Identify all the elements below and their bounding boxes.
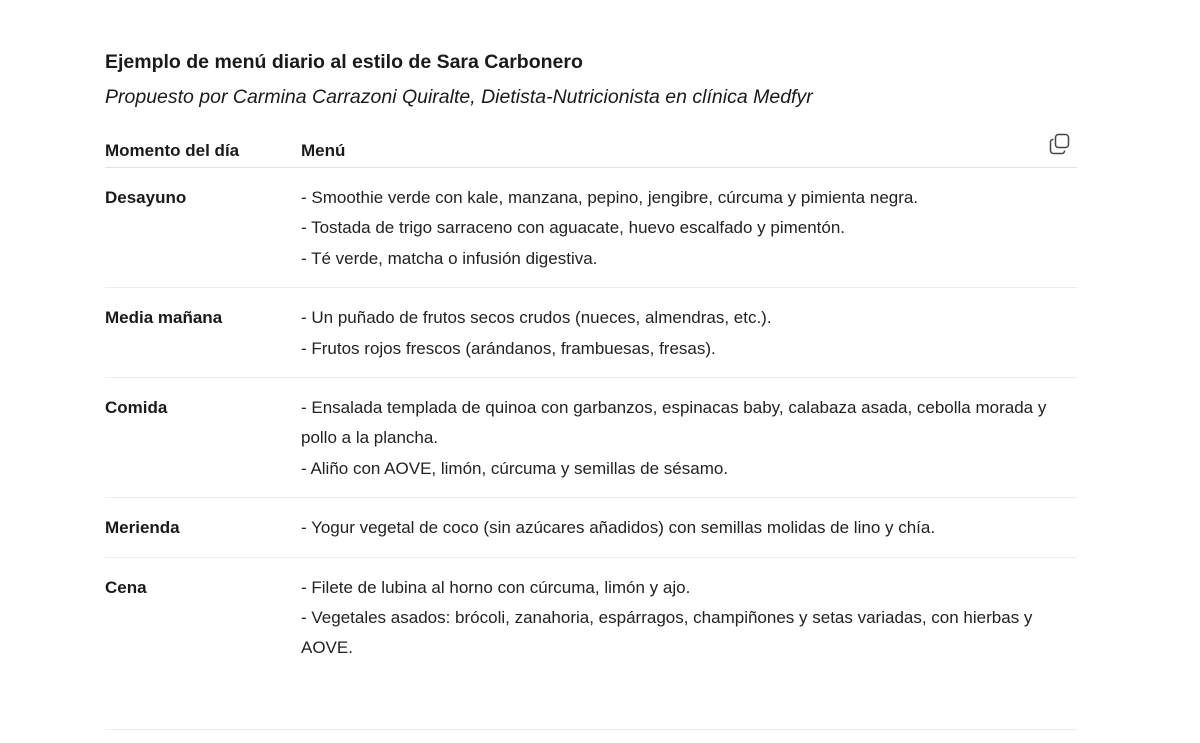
menu-line: - Frutos rojos frescos (arándanos, frambuesas, fresas). <box>301 338 716 358</box>
document-subtitle: Propuesto por Carmina Carrazoni Quiralte, Dietista-Nutricionista en clínica Medfyr <box>105 86 813 108</box>
row-moment: Merienda <box>105 518 180 538</box>
row-menu <box>301 513 1077 543</box>
document-title: Ejemplo de menú diario al estilo de Sara Carbonero <box>105 51 583 73</box>
row-moment: Desayuno <box>105 188 187 207</box>
header-moment: Momento del día <box>105 141 240 160</box>
menu-line: - Ensalada templada de quinoa con garbanzos, espinacas baby, calabaza asada, cebolla morada y pollo a la plancha. <box>301 398 1047 448</box>
menu-line: - Smoothie verde con kale, manzana, pepino, jengibre, cúrcuma y pimienta negra. <box>301 188 919 207</box>
menu-line: - Un puñado de frutos secos crudos (nueces, almendras, etc.). <box>301 308 772 328</box>
menu-line: - Tostada de trigo sarraceno con aguacate, huevo escalfado y pimentón. <box>301 218 846 238</box>
table-row <box>105 558 1077 664</box>
bottom-divider <box>105 729 1077 730</box>
row-menu <box>301 393 1077 484</box>
table-row <box>105 498 1077 557</box>
menu-table <box>105 135 1077 664</box>
table-header <box>105 135 1077 168</box>
row-menu <box>301 573 1077 664</box>
document-content <box>105 48 1077 664</box>
row-moment: Comida <box>105 398 168 418</box>
menu-line: - Filete de lubina al horno con cúrcuma, limón y ajo. <box>301 577 691 597</box>
table-row <box>105 288 1077 378</box>
menu-line: - Té verde, matcha o infusión digestiva. <box>301 248 598 268</box>
copy-table-button[interactable] <box>1047 131 1073 157</box>
row-menu <box>301 183 1077 274</box>
menu-line: - Vegetales asados: brócoli, zanahoria, espárragos, champiñones y setas variadas, con hierbas y AOVE. <box>301 608 1033 658</box>
row-moment: Cena <box>105 577 147 597</box>
menu-line: - Aliño con AOVE, limón, cúrcuma y semillas de sésamo. <box>301 458 729 478</box>
header-menu: Menú <box>301 141 346 160</box>
table-row <box>105 378 1077 498</box>
row-menu <box>301 303 1077 364</box>
table-row <box>105 168 1077 288</box>
row-moment: Media mañana <box>105 308 223 328</box>
copy-icon <box>1049 133 1071 155</box>
menu-line: - Yogur vegetal de coco (sin azúcares añadidos) con semillas molidas de lino y chía. <box>301 518 936 538</box>
